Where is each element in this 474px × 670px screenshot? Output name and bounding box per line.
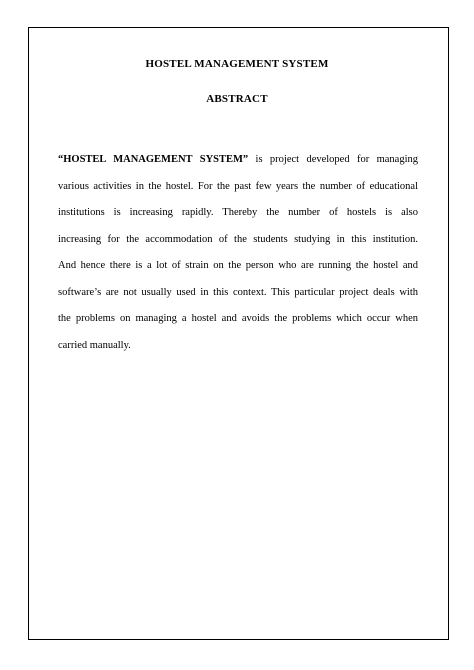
paragraph-line-1-text: is project developed for managing — [248, 154, 418, 165]
paragraph-line-7: the problems on managing a hostel and avoids the problems which occur when — [58, 313, 418, 324]
paragraph-line-5: And hence there is a lot of strain on the person who are running the hostel and — [58, 260, 418, 271]
abstract-paragraph — [58, 153, 418, 365]
paragraph-line-4: increasing for the accommodation of the students studying in this institution. — [58, 233, 418, 245]
paragraph-line-3: institutions is increasing rapidly. Thereby the number of hostels is also — [58, 207, 418, 218]
paragraph-line-2: various activities in the hostel. For the past few years the number of educational — [58, 180, 418, 192]
document-title: HOSTEL MANAGEMENT SYSTEM — [145, 58, 329, 70]
bold-system-name: “HOSTEL MANAGEMENT SYSTEM” — [58, 154, 249, 165]
section-heading: ABSTRACT — [206, 93, 268, 105]
paragraph-line-6: software’s are not usually used in this context. This particular project deals with — [58, 286, 418, 298]
paragraph-line-8: carried manually. — [58, 339, 131, 351]
paragraph-line-1 — [58, 153, 418, 180]
